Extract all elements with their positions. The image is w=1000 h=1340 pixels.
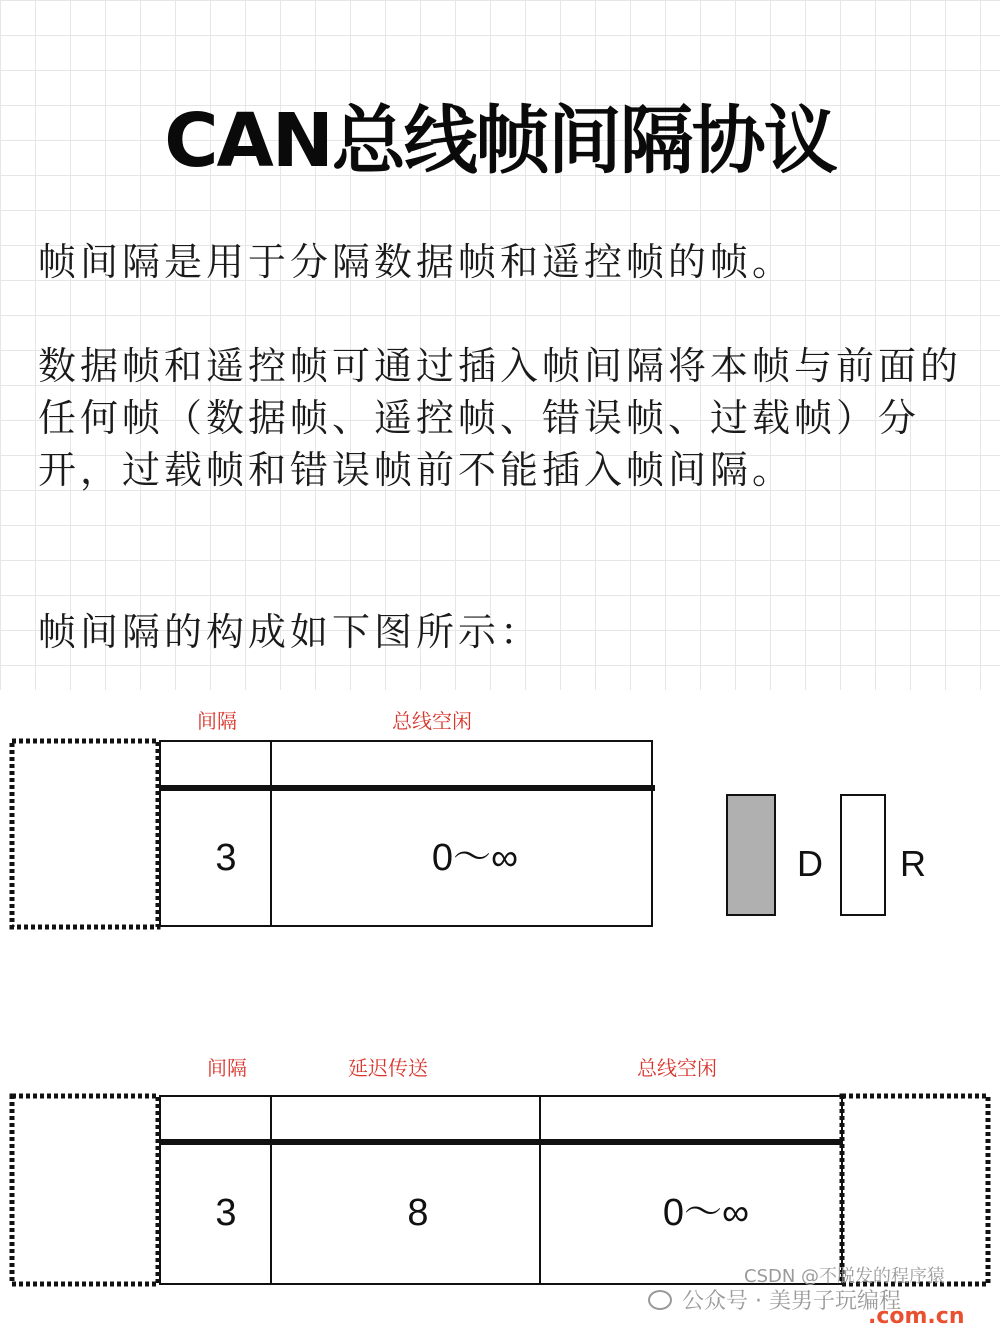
- diagram-2: [12, 1056, 988, 1284]
- field-value-suspend-transmission: 8: [407, 1192, 429, 1234]
- legend: [727, 795, 926, 915]
- previous-frame-box: [12, 741, 158, 927]
- frame-body: [160, 1096, 842, 1284]
- field-label-suspend-transmission: 延迟传送: [348, 1056, 428, 1080]
- site-watermark: .com.cn: [868, 1304, 965, 1329]
- field-label-bus-idle: 总线空闲: [392, 709, 472, 733]
- field-value-intermission: 3: [215, 837, 237, 879]
- field-value-intermission: 3: [215, 1192, 237, 1234]
- interframe-space-diagram: [0, 690, 1000, 1340]
- field-label-bus-idle: 总线空闲: [637, 1056, 717, 1080]
- dominant-label: D: [797, 843, 823, 884]
- next-frame-box: [842, 1096, 988, 1284]
- paragraph-description: 数据帧和遥控帧可通过插入帧间隔将本帧与前面的任何帧（数据帧、遥控帧、错误帧、过载帧）分开，过载帧和错误帧前不能插入帧间隔。: [38, 344, 963, 492]
- field-value-bus-idle: 0～∞: [662, 1192, 750, 1234]
- page-title: CAN总线帧间隔协议: [164, 98, 836, 184]
- field-label-intermission: 间隔: [197, 709, 237, 733]
- diagram-1: [12, 709, 655, 927]
- wechat-icon: [648, 1290, 672, 1310]
- wechat-account-text: 公众号 · 美男子玩编程: [682, 1289, 901, 1314]
- previous-frame-box: [12, 1096, 158, 1284]
- wechat-watermark: [648, 1284, 901, 1315]
- field-value-bus-idle: 0～∞: [431, 837, 519, 879]
- paragraph-caption: 帧间隔的构成如下图所示：: [38, 610, 543, 654]
- csdn-watermark: CSDN @不脱发的程序猿: [744, 1266, 946, 1287]
- dominant-swatch: [727, 795, 775, 915]
- paragraph-definition: 帧间隔是用于分隔数据帧和遥控帧的帧。: [38, 240, 795, 284]
- recessive-swatch: [841, 795, 885, 915]
- field-label-intermission: 间隔: [207, 1056, 247, 1080]
- recessive-label: R: [900, 843, 926, 884]
- frame-body: [160, 741, 652, 926]
